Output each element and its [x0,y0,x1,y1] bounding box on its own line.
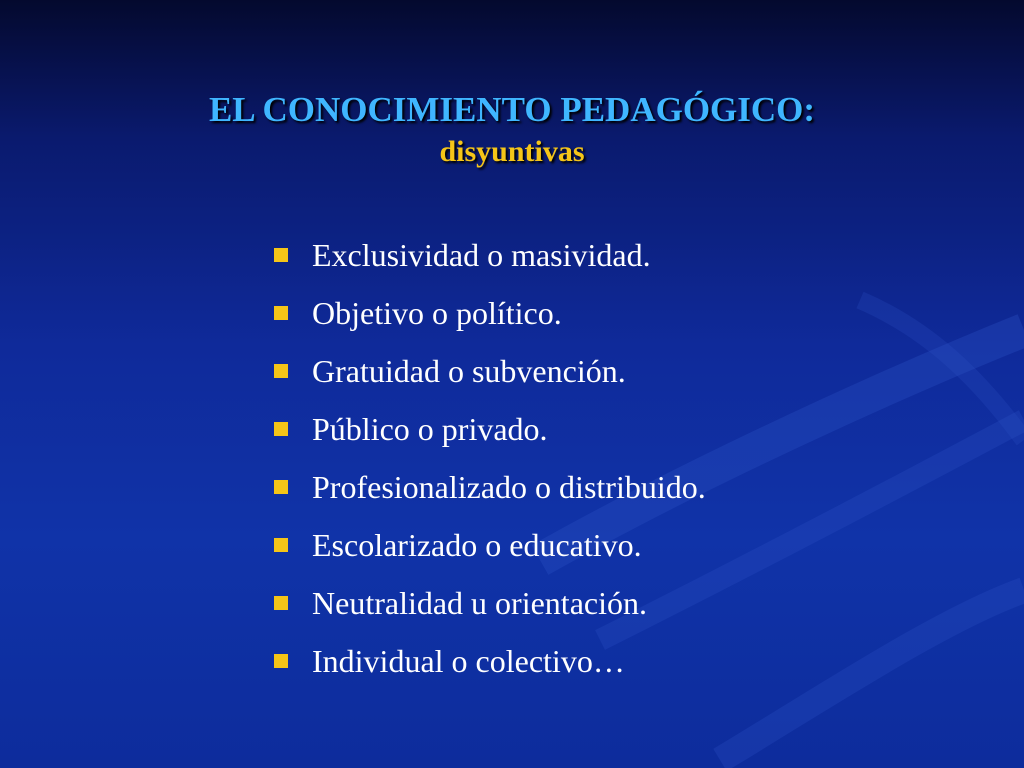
bullet-text: Escolarizado o educativo. [312,527,642,563]
bullet-text: Público o privado. [312,411,548,447]
bullet-square-icon [274,654,288,668]
bullet-square-icon [274,480,288,494]
list-item [274,516,706,574]
list-item [274,574,706,632]
list-item [274,226,706,284]
bullet-text: Objetivo o político. [312,295,562,331]
bullet-text: Neutralidad u orientación. [312,585,647,621]
bullet-text: Individual o colectivo… [312,643,625,679]
bullet-square-icon [274,306,288,320]
bullet-square-icon [274,364,288,378]
list-item [274,632,706,690]
slide-subtitle: disyuntivas [439,135,585,168]
bullet-list [274,226,706,690]
bullet-square-icon [274,538,288,552]
list-item [274,458,706,516]
bullet-square-icon [274,422,288,436]
bullet-text: Profesionalizado o distribuido. [312,469,706,505]
list-item [274,284,706,342]
bullet-text: Gratuidad o subvención. [312,353,626,389]
bullet-square-icon [274,248,288,262]
list-item [274,342,706,400]
bullet-text: Exclusividad o masividad. [312,237,651,273]
title-block [0,88,1024,172]
list-item [274,400,706,458]
bullet-square-icon [274,596,288,610]
slide-title: EL CONOCIMIENTO PEDAGÓGICO: [208,90,816,129]
